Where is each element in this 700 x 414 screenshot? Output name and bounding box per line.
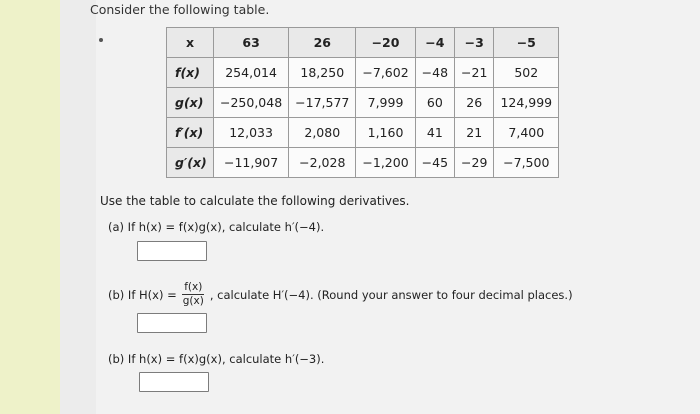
row-label: f′(x) [167,118,214,148]
table-row [167,88,559,118]
table-cell: −48 [415,58,454,88]
fraction-numerator: f(x) [184,281,203,293]
header-cell: −20 [356,28,415,58]
table-cell: 41 [415,118,454,148]
table-cell: −7,602 [356,58,415,88]
fraction [181,281,206,308]
answer-b-quotient-input[interactable] [137,313,207,333]
row-label: g′(x) [167,148,214,178]
table-cell: 502 [494,58,559,88]
table-cell: −2,028 [289,148,356,178]
question-b-product-text: (b) If h(x) = f(x)g(x), calculate h′(−3). [108,352,325,366]
table-cell: 7,999 [356,88,415,118]
table-cell: 12,033 [214,118,289,148]
fraction-denominator: g(x) [182,295,204,307]
table-row [167,148,559,178]
table-cell: −11,907 [214,148,289,178]
table-cell: 18,250 [289,58,356,88]
table-row [167,58,559,88]
table-cell: 124,999 [494,88,559,118]
answer-a-input[interactable] [137,241,207,261]
row-label: g(x) [167,88,214,118]
header-x: x [167,28,214,58]
table-cell: −17,577 [289,88,356,118]
question-b-quotient [108,281,573,308]
question-a-text: (a) If h(x) = f(x)g(x), calculate h′(−4). [108,220,325,234]
table-cell: 254,014 [214,58,289,88]
table-cell: 2,080 [289,118,356,148]
question-prompt: Consider the following table. [90,2,270,17]
table-cell: −29 [455,148,494,178]
table-cell: −250,048 [214,88,289,118]
header-cell: −5 [494,28,559,58]
table-cell: −45 [415,148,454,178]
header-cell: −3 [455,28,494,58]
table-cell: 26 [455,88,494,118]
table-cell: 21 [455,118,494,148]
instructions-text: Use the table to calculate the following derivatives. [100,194,410,208]
header-cell: 63 [214,28,289,58]
header-cell: −4 [415,28,454,58]
table-cell: 60 [415,88,454,118]
values-table [166,27,559,178]
bullet-dot [99,38,103,42]
left-margin-band [0,0,60,414]
table-cell: 1,160 [356,118,415,148]
table-cell: −7,500 [494,148,559,178]
table-cell: −1,200 [356,148,415,178]
table-header-row [167,28,559,58]
table-row [167,118,559,148]
header-cell: 26 [289,28,356,58]
question-b-suffix: , calculate H′(−4). (Round your answer to four decimal places.) [209,287,573,302]
answer-b-product-input[interactable] [139,372,209,392]
question-b-prefix: (b) If H(x) = [108,287,177,302]
row-label: f(x) [167,58,214,88]
table-cell: 7,400 [494,118,559,148]
left-edge-shadow [60,0,96,414]
table-cell: −21 [455,58,494,88]
